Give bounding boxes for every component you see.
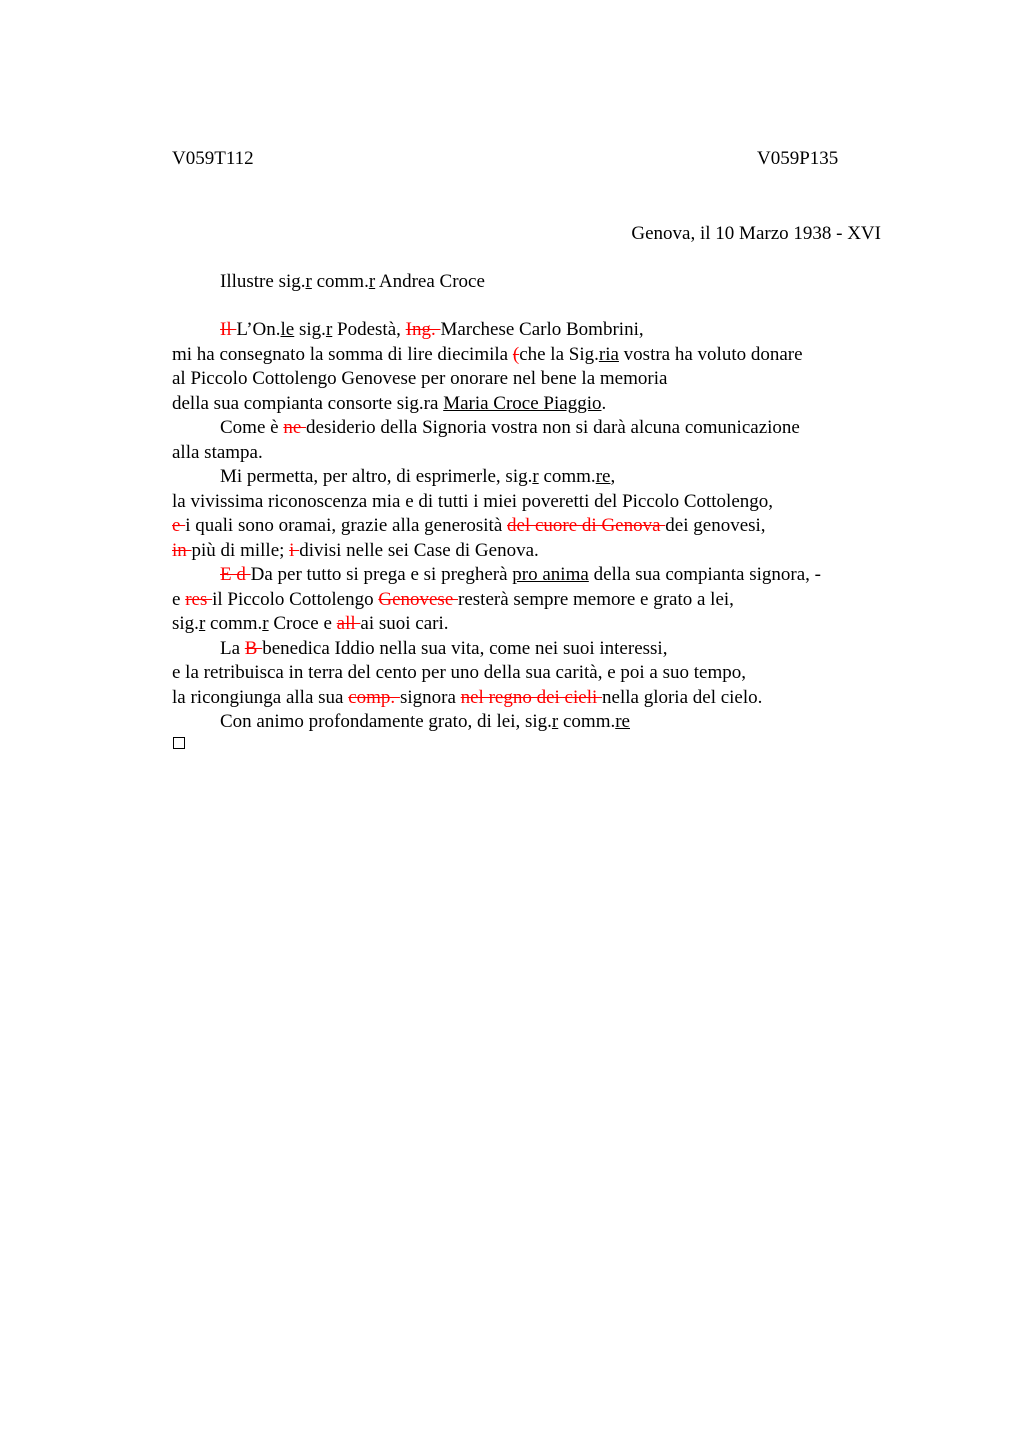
- underlined-text: r: [262, 613, 269, 634]
- text-segment: comm.: [558, 711, 616, 732]
- text-segment: Andrea Croce: [375, 271, 485, 292]
- text-segment: alla stampa.: [172, 441, 263, 463]
- text-segment: vostra ha voluto donare: [618, 343, 803, 365]
- document-id-right: V059P135: [757, 148, 839, 169]
- text-segment: Mi permetta, per altro, di esprimerle, sig.: [220, 466, 533, 487]
- body-line: [172, 416, 892, 441]
- underlined-text: le: [280, 319, 295, 340]
- body-line: [172, 563, 892, 588]
- text-segment: ,: [610, 466, 616, 487]
- text-segment: che la Sig.: [519, 343, 599, 365]
- deleted-text: Il: [220, 319, 237, 340]
- body-line: [172, 686, 892, 711]
- underlined-text: Maria Croce Piaggio: [443, 392, 602, 414]
- text-segment: benedica Iddio nella sua vita, come nei suoi interessi,: [262, 637, 668, 659]
- deleted-text: comp.: [348, 686, 400, 708]
- deleted-text: del cuore di Genova: [507, 515, 666, 536]
- deleted-text: i: [289, 539, 300, 561]
- deleted-text: E d: [220, 564, 251, 585]
- deleted-text: e: [172, 515, 186, 536]
- text-segment: Come è: [220, 417, 284, 438]
- deleted-text: ne: [283, 417, 307, 438]
- document-id-left: V059T112: [172, 148, 254, 169]
- underlined-text: re: [615, 711, 630, 732]
- underlined-text: ria: [598, 343, 619, 365]
- body-line: [172, 392, 892, 417]
- text-segment: comm.: [538, 466, 596, 487]
- text-segment: comm.: [205, 613, 263, 634]
- underlined-text: r: [368, 271, 376, 292]
- text-segment: sig.: [294, 319, 326, 340]
- deleted-text: in: [172, 539, 192, 561]
- text-segment: Da per tutto si prega e si pregherà: [250, 564, 513, 585]
- text-segment: nella gloria del cielo.: [602, 686, 763, 708]
- underlined-text: r: [551, 711, 559, 732]
- text-segment: L’On.: [236, 319, 281, 340]
- body-line: [172, 367, 892, 392]
- text-segment: dei genovesi,: [665, 515, 766, 536]
- body-line: [172, 465, 892, 490]
- text-segment: signora: [399, 686, 461, 708]
- body-line: [172, 490, 892, 515]
- underlined-text: r: [325, 319, 333, 340]
- text-segment: la ricongiunga alla sua: [172, 686, 349, 708]
- deleted-text: Ing.: [405, 319, 441, 340]
- text-segment: della sua compianta consorte sig.ra: [172, 392, 444, 414]
- body-line: [172, 612, 892, 637]
- salutation: [220, 271, 485, 293]
- text-segment: Croce e: [268, 613, 337, 634]
- deleted-text: B: [244, 637, 263, 659]
- underlined-text: r: [305, 271, 312, 292]
- text-segment: divisi nelle sei Case di Genova.: [299, 539, 539, 561]
- text-segment: comm.: [311, 271, 369, 292]
- underlined-text: re: [595, 466, 611, 487]
- text-segment: .: [601, 392, 607, 414]
- body-line: [172, 343, 892, 368]
- deleted-text: nel regno dei cieli: [460, 686, 603, 708]
- text-segment: Illustre sig.: [220, 271, 306, 292]
- underlined-text: r: [198, 613, 206, 634]
- deleted-text: (: [512, 343, 520, 365]
- text-segment: ai suoi cari.: [360, 613, 449, 634]
- body-line: [172, 441, 892, 466]
- deleted-text: all: [336, 613, 361, 634]
- date-line: Genova, il 10 Marzo 1938 - XVI: [631, 223, 881, 244]
- letter-body: [172, 318, 892, 735]
- text-segment: della sua compianta signora, -: [588, 564, 821, 585]
- text-segment: e la retribuisca in terra del cento per uno della sua carità, e poi a suo tempo,: [172, 662, 746, 683]
- deleted-text: Genovese: [378, 588, 459, 610]
- text-segment: Marchese Carlo Bombrini,: [440, 319, 644, 340]
- deleted-text: res: [185, 588, 213, 610]
- text-segment: sig.: [172, 613, 199, 634]
- empty-square-icon: [173, 737, 185, 749]
- text-segment: la vivissima riconoscenza mia e di tutti i miei poveretti del Piccolo Cottolengo,: [172, 490, 774, 512]
- body-line: [172, 710, 892, 735]
- underlined-text: r: [532, 466, 539, 487]
- text-segment: desiderio della Signoria vostra non si darà alcuna comunicazione: [306, 417, 800, 438]
- body-line: [172, 318, 892, 343]
- text-segment: al Piccolo Cottolengo Genovese per onorare nel bene la memoria: [172, 368, 668, 389]
- text-segment: Con animo profondamente grato, di lei, sig.: [220, 711, 552, 732]
- body-line: [172, 514, 892, 539]
- body-line: [172, 588, 892, 613]
- text-segment: mi ha consegnato la somma di lire diecimila: [172, 343, 513, 365]
- text-segment: Podestà,: [332, 319, 406, 340]
- text-segment: e: [172, 588, 186, 610]
- text-segment: il Piccolo Cottolengo: [212, 588, 379, 610]
- text-segment: resterà sempre memore e grato a lei,: [458, 588, 734, 610]
- text-segment: i quali sono oramai, grazie alla generosità: [185, 515, 508, 536]
- body-line: [172, 661, 892, 686]
- body-line: [172, 637, 892, 662]
- body-line: [172, 539, 892, 564]
- text-segment: più di mille;: [191, 539, 290, 561]
- text-segment: La: [220, 637, 245, 659]
- underlined-text: pro anima: [512, 564, 589, 585]
